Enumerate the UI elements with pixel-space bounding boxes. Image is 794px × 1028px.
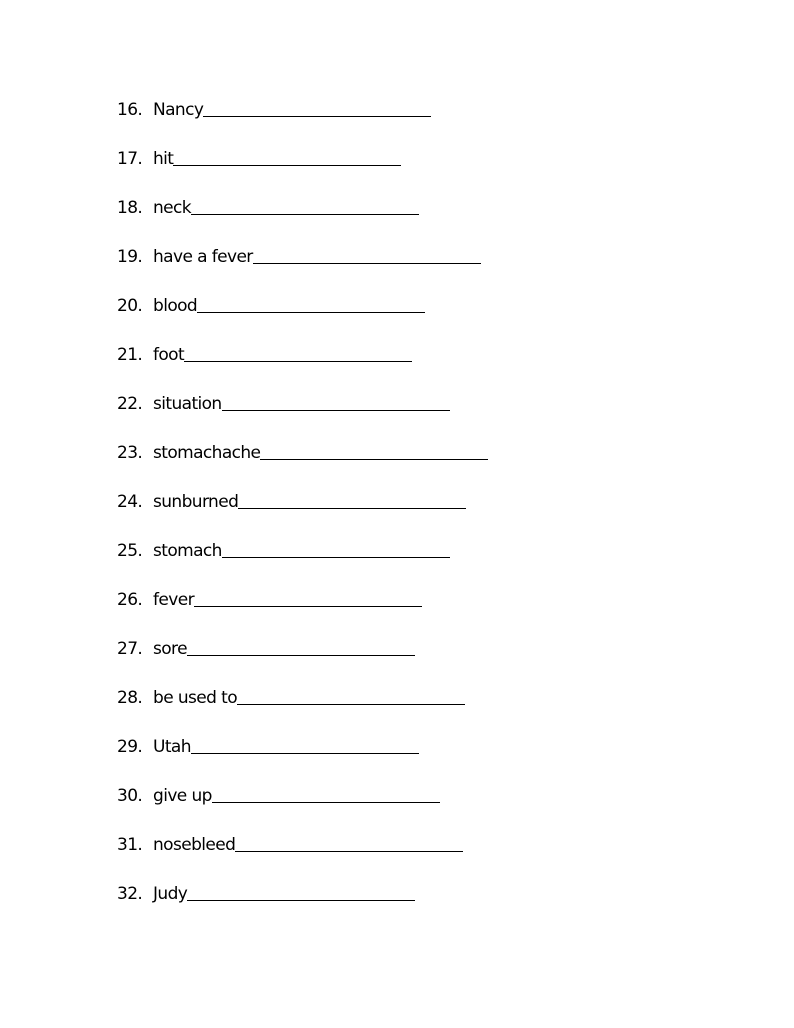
worksheet-item-16 bbox=[117, 98, 431, 120]
item-word: fever bbox=[153, 590, 194, 610]
item-number: 16. bbox=[117, 100, 143, 120]
answer-blank bbox=[197, 312, 425, 313]
item-word: sore bbox=[153, 639, 187, 659]
item-number: 17. bbox=[117, 149, 143, 169]
answer-blank bbox=[191, 753, 419, 754]
item-word: blood bbox=[153, 296, 198, 316]
answer-blank bbox=[212, 802, 440, 803]
item-word: sunburned bbox=[153, 492, 239, 512]
item-number: 21. bbox=[117, 345, 143, 365]
worksheet-item-26 bbox=[117, 588, 422, 610]
answer-blank bbox=[222, 410, 450, 411]
item-word: stomach bbox=[153, 541, 222, 561]
worksheet-item-25 bbox=[117, 539, 450, 561]
answer-blank bbox=[203, 116, 431, 117]
worksheet-item-21 bbox=[117, 343, 412, 365]
worksheet-item-19 bbox=[117, 245, 481, 267]
worksheet-item-23 bbox=[117, 441, 488, 463]
answer-blank bbox=[253, 263, 481, 264]
item-number: 31. bbox=[117, 835, 143, 855]
item-word: stomachache bbox=[153, 443, 261, 463]
item-word: Nancy bbox=[153, 100, 204, 120]
item-number: 22. bbox=[117, 394, 143, 414]
worksheet-item-30 bbox=[117, 784, 440, 806]
answer-blank bbox=[222, 557, 450, 558]
worksheet-item-32 bbox=[117, 882, 415, 904]
answer-blank bbox=[238, 508, 466, 509]
worksheet-item-24 bbox=[117, 490, 466, 512]
answer-blank bbox=[184, 361, 412, 362]
item-word: situation bbox=[153, 394, 222, 414]
item-number: 29. bbox=[117, 737, 143, 757]
item-word: have a fever bbox=[153, 247, 253, 267]
answer-blank bbox=[191, 214, 419, 215]
answer-blank bbox=[187, 655, 415, 656]
item-number: 25. bbox=[117, 541, 143, 561]
answer-blank bbox=[187, 900, 415, 901]
item-word: Judy bbox=[153, 884, 188, 904]
item-word: hit bbox=[153, 149, 174, 169]
worksheet-item-18 bbox=[117, 196, 419, 218]
answer-blank bbox=[194, 606, 422, 607]
answer-blank bbox=[173, 165, 401, 166]
worksheet-item-28 bbox=[117, 686, 465, 708]
item-number: 30. bbox=[117, 786, 143, 806]
worksheet-item-29 bbox=[117, 735, 419, 757]
item-number: 23. bbox=[117, 443, 143, 463]
item-number: 27. bbox=[117, 639, 143, 659]
item-word: nosebleed bbox=[153, 835, 236, 855]
answer-blank bbox=[235, 851, 463, 852]
item-word: neck bbox=[153, 198, 192, 218]
item-word: foot bbox=[153, 345, 185, 365]
item-number: 18. bbox=[117, 198, 143, 218]
item-number: 26. bbox=[117, 590, 143, 610]
item-word: be used to bbox=[153, 688, 238, 708]
answer-blank bbox=[237, 704, 465, 705]
worksheet-item-17 bbox=[117, 147, 401, 169]
worksheet-item-27 bbox=[117, 637, 415, 659]
item-number: 28. bbox=[117, 688, 143, 708]
worksheet-item-20 bbox=[117, 294, 425, 316]
answer-blank bbox=[260, 459, 488, 460]
item-number: 20. bbox=[117, 296, 143, 316]
item-word: Utah bbox=[153, 737, 191, 757]
item-number: 19. bbox=[117, 247, 143, 267]
worksheet-item-22 bbox=[117, 392, 450, 414]
item-word: give up bbox=[153, 786, 212, 806]
worksheet-item-31 bbox=[117, 833, 463, 855]
item-number: 24. bbox=[117, 492, 143, 512]
item-number: 32. bbox=[117, 884, 143, 904]
